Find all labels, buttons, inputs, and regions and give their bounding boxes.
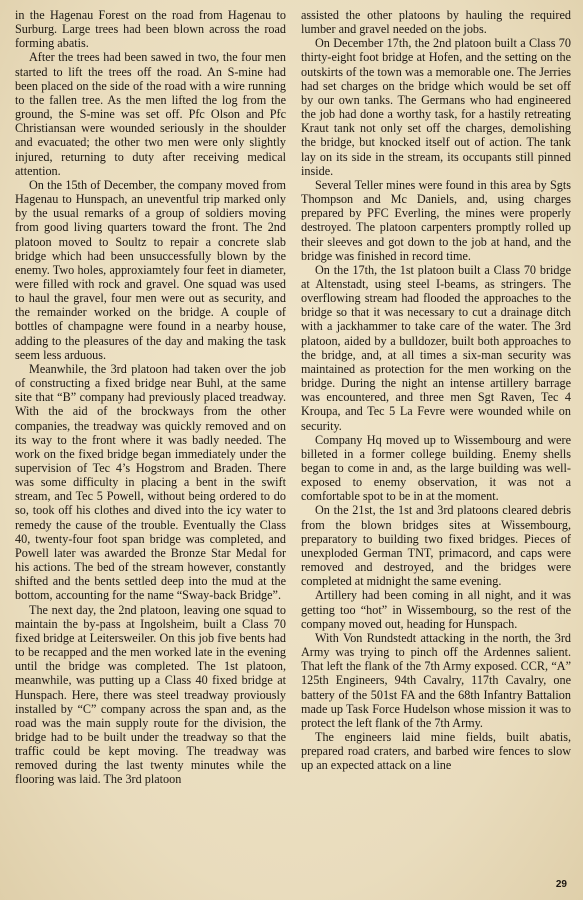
paragraph: On the 21st, the 1st and 3rd platoons cleared debris from the blown bridges sites at Wissembourg, preparatory to building two fixed bridges. Pieces of unexploded German TNT, primacord, and caps were removed and destroyed, and the bridges were completed at midnight the same evening. bbox=[301, 503, 571, 589]
paragraph: With Von Rundstedt attacking in the north, the 3rd Army was trying to pinch off the Ardennes salient. That left the flank of the 7th Army exposed. CCR, “A” 125th Engineers, 94th Cavalry, 117th Cavalry, one battery of the 501st FA and the 68th Infantry Battalion made up Task Force Hudelson whose mission it was to protect the left flank of the 7th Army. bbox=[301, 630, 571, 730]
paragraph: in the Hagenau Forest on the road from Hagenau to Surburg. Large trees had been blown across the road forming abatis. bbox=[15, 8, 286, 51]
paragraph: On the 17th, the 1st platoon built a Class 70 bridge at Altenstadt, using steel I-beams, as stringers. The overflowing stream had flooded the approaches to the bridge so that it was necessary to cut a drainage ditch with a jackhammer to take care of the water. The 3rd platoon, aided by a bulldozer, built both approaches to the bridge, and, at all times a six-man security was maintained as protection for the men working on the bridge. During the night an intense artillery barrage was encountered, and three men Sgt Raven, Tec 4 Kroupa, and Tec 5 La Fevre were wounded while on security. bbox=[301, 262, 571, 433]
paragraph: Artillery had been coming in all night, and it was getting too “hot” in Wissembourg, so the rest of the company moved out, heading for Hunspach. bbox=[301, 588, 571, 631]
paragraph: On December 17th, the 2nd platoon built a Class 70 thirty-eight foot bridge at Hofen, and the setting on the outskirts of the town was a memorable one. The Jerries had set charges on the bridge which would be set off by our own tanks. The Germans who had engineered the job had done a worthy task, for a hastily retreating Kraut tank not only set off the charges, demolishing the bridge, but knocked itself out of action. The tank lay on its side in the stream, its occupants still pinned inside. bbox=[301, 36, 571, 178]
paragraph: After the trees had been sawed in two, the four men started to lift the trees off the road. An S-mine had been placed on the side of the road with a wire running to the fallen tree. As the men lifted the log from the ground, the S-mine was set off. Pfc Olson and Pfc Christiansan were wounded seriously in the shoulder and evacuated; the other two men were only slightly injured, returning to duty after receiving medical attention. bbox=[15, 50, 286, 178]
paragraph: assisted the other platoons by hauling the required lumber and gravel needed on the jobs. bbox=[301, 8, 571, 37]
page-number: 29 bbox=[555, 879, 567, 890]
paragraph: Company Hq moved up to Wissembourg and were billeted in a former college building. Enemy shells began to come in and, as the large building was well-exposed to enemy observation, it was not a comfortable spot to be in at the moment. bbox=[301, 432, 571, 504]
paragraph: The next day, the 2nd platoon, leaving one squad to maintain the by-pass at Ingolsheim, built a Class 70 fixed bridge at Leitersweiler. On this job five bents had to be recapped and the men worked late in the evening until the bridge was completed. The 1st platoon, meanwhile, was putting up a Class 40 fixed bridge at Hunspach. Here, there was steel treadway proviously installed by “C” company across the span and, as the road was the main supply route for the division, the bridge had to be built under the treadway so that the traffic could be kept moving. The treadway was removed during the last twenty minutes while the flooring was laid. The 3rd platoon bbox=[15, 602, 286, 787]
left-column bbox=[15, 8, 286, 787]
paragraph: The engineers laid mine fields, built abatis, prepared road craters, and barbed wire fences to slow up an expected attack on a line bbox=[301, 729, 571, 773]
right-column bbox=[301, 8, 571, 772]
paragraph: Meanwhile, the 3rd platoon had taken over the job of constructing a fixed bridge near Buhl, at the same site that “B” company had previously placed treadway. With the aid of the brockways from the other companies, the treadway was quickly removed and on its way to the front where it was badly needed. The work on the fixed bridge began immediately under the supervision of Tec 4’s Hogstrom and Braden. There was some difficulty in placing a bent in the swift stream, and Tec 5 Powell, without being ordered to do so, took off his clothes and dived into the icy water to remedy the cause of the trouble. Eventually the Class 40, twenty-four foot span bridge was completed, and Powell later was awarded the Bronze Star Medal for his actions. The bed of the stream however, constantly shifted and the bents settled deep into the mud at the bottom, accounting for the name “Sway-back Bridge”. bbox=[15, 361, 286, 603]
paragraph: Several Teller mines were found in this area by Sgts Thompson and Mc Daniels, and, using charges prepared by PFC Everling, the mines were properly destroyed. The platoon carpenters promptly rolled up their sleeves and got down to the job at hand, and the bridge was finished in record time. bbox=[301, 177, 571, 263]
paragraph: On the 15th of December, the company moved from Hagenau to Hunspach, an uneventful trip marked only by the usual remarks of a group of soldiers moving from good living quarters toward the front. The 2nd platoon moved to Soultz to repair a concrete slab bridge which had been unsuccessfully blown by the enemy. Two holes, approxiamtely four feet in diameter, were filled with rock and gravel. One squad was used to haul the gravel, four men were out as security, and the remainder worked on the bridge. A couple of bottles of champagne were found in a nearby house, adding to the pleasures of the day and making the task seem less arduous. bbox=[15, 177, 286, 362]
